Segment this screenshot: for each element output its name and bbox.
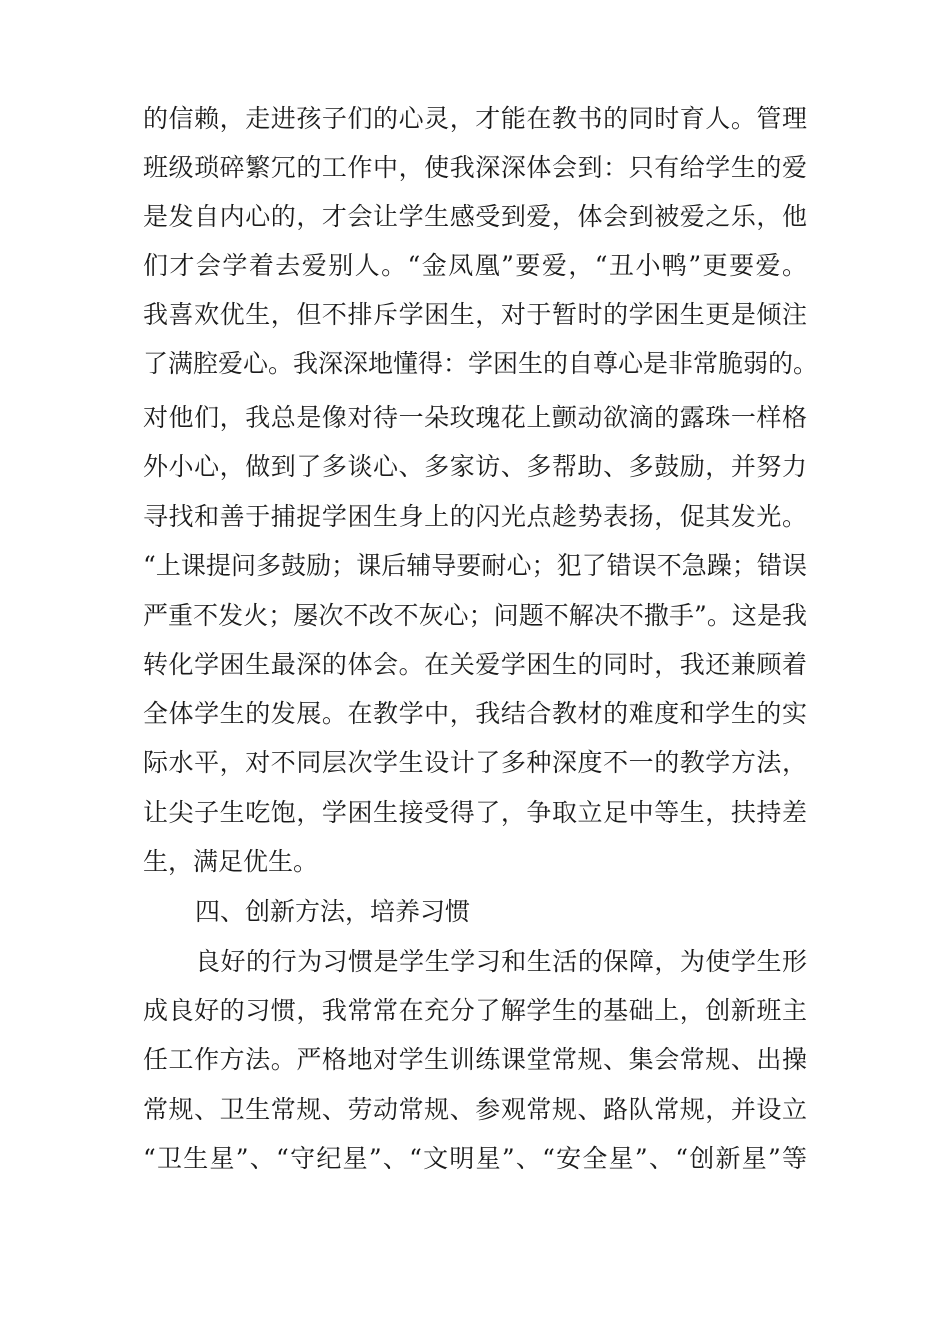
text-line: “卫生星”、“守纪星”、“文明星”、“安全星”、“创新星”等	[143, 1144, 807, 1173]
text-line: 任工作方法。严格地对学生训练课堂常规、集会常规、出操	[143, 1045, 807, 1074]
text-line: 外小心，做到了多谈心、多家访、多帮助、多鼓励，并努力	[143, 452, 807, 481]
text-line: 际水平，对不同层次学生设计了多种深度不一的教学方法，	[143, 748, 807, 777]
text-line: 的信赖，走进孩子们的心灵，才能在教书的同时育人。管理	[143, 104, 807, 133]
text-line: 我喜欢优生，但不排斥学困生，对于暂时的学困生更是倾注	[143, 300, 807, 329]
text-line: 让尖子生吃饱，学困生接受得了，争取立足中等生，扶持差	[143, 798, 807, 827]
text-line: 生，满足优生。	[143, 847, 319, 876]
text-line: 们才会学着去爱别人。“金凤凰”要爱，“丑小鸭”更要爱。	[143, 251, 807, 280]
text-line: “上课提问多鼓励；课后辅导要耐心；犯了错误不急躁；错误	[143, 551, 807, 580]
text-line: 班级琐碎繁冗的工作中，使我深深体会到：只有给学生的爱	[143, 153, 807, 182]
text-line: 全体学生的发展。在教学中，我结合教材的难度和学生的实	[143, 699, 807, 728]
section-heading: 四、创新方法，培养习惯	[195, 897, 471, 926]
text-line: 是发自内心的，才会让学生感受到爱，体会到被爱之乐，他	[143, 202, 807, 231]
text-line: 良好的行为习惯是学生学习和生活的保障，为使学生形	[195, 947, 807, 976]
text-line: 对他们，我总是像对待一朵玫瑰花上颤动欲滴的露珠一样格	[143, 403, 807, 432]
text-line: 常规、卫生常规、劳动常规、参观常规、路队常规，并设立	[143, 1095, 807, 1124]
text-line: 严重不发火；屡次不改不灰心；问题不解决不撒手”。这是我	[143, 601, 807, 630]
text-line: 寻找和善于捕捉学困生身上的闪光点趁势表扬，促其发光。	[143, 502, 807, 531]
text-line: 了满腔爱心。我深深地懂得：学困生的自尊心是非常脆弱的。	[143, 349, 819, 378]
text-line: 转化学困生最深的体会。在关爱学困生的同时，我还兼顾着	[143, 650, 807, 679]
text-line: 成良好的习惯，我常常在充分了解学生的基础上，创新班主	[143, 996, 807, 1025]
